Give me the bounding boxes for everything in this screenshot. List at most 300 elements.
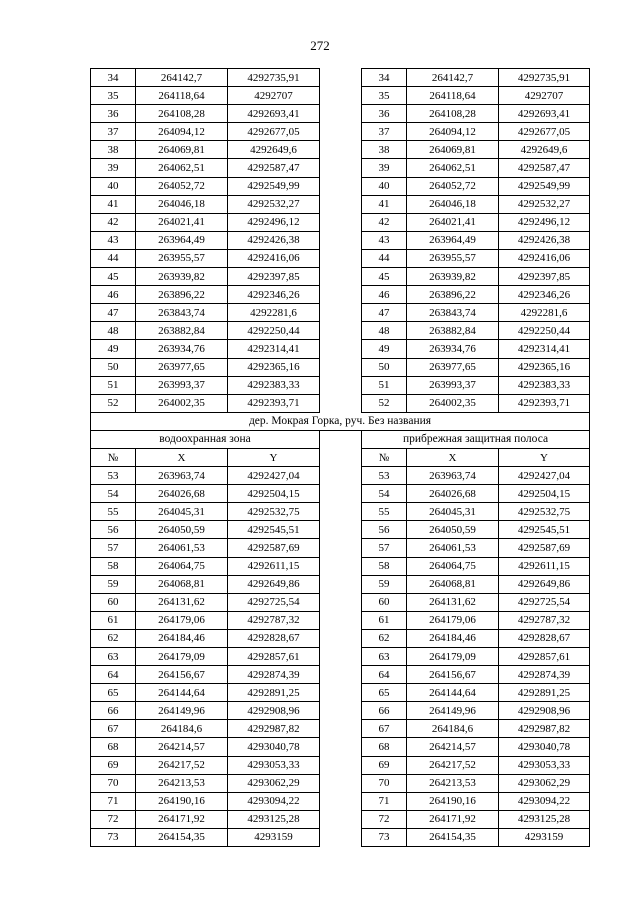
right-y-coordinate: 4292649,6 [499,141,590,159]
left-point-number: 47 [91,304,136,322]
right-y-coordinate: 4292393,71 [499,394,590,412]
right-point-number: 48 [362,322,407,340]
left-x-coordinate: 264061,53 [136,539,228,557]
right-x-coordinate: 264156,67 [407,666,499,684]
left-point-number: 60 [91,593,136,611]
left-x-coordinate: 264131,62 [136,593,228,611]
column-header-row [91,448,590,466]
left-x-coordinate: 263963,74 [136,467,228,485]
column-gap [320,467,362,485]
left-point-number: 55 [91,503,136,521]
left-y-coordinate: 4292365,16 [228,358,320,376]
right-point-number: 67 [362,720,407,738]
left-x-coordinate: 264002,35 [136,394,228,412]
left-y-coordinate: 4292416,06 [228,249,320,267]
right-point-number: 38 [362,141,407,159]
left-point-number: 50 [91,358,136,376]
right-point-number: 36 [362,105,407,123]
table-row [91,720,590,738]
left-y-coordinate: 4292397,85 [228,268,320,286]
left-x-coordinate: 263993,37 [136,376,228,394]
right-point-number: 42 [362,213,407,231]
right-y-coordinate: 4292346,26 [499,286,590,304]
right-y-coordinate: 4292987,82 [499,720,590,738]
right-point-number: 45 [362,268,407,286]
left-y-coordinate: 4292611,15 [228,557,320,575]
table-row [91,231,590,249]
section-title-row [91,412,590,430]
right-x-coordinate: 263882,84 [407,322,499,340]
left-point-number: 36 [91,105,136,123]
left-y-coordinate: 4292346,26 [228,286,320,304]
left-y-coordinate: 4292857,61 [228,648,320,666]
left-point-number: 70 [91,774,136,792]
right-y-coordinate: 4292611,15 [499,557,590,575]
left-x-coordinate: 263896,22 [136,286,228,304]
left-y-coordinate: 4292908,96 [228,702,320,720]
left-y-coordinate: 4292735,91 [228,69,320,87]
left-x-coordinate: 264217,52 [136,756,228,774]
left-x-coordinate: 263964,49 [136,231,228,249]
left-point-number: 48 [91,322,136,340]
table-row [91,159,590,177]
left-y-coordinate: 4292587,47 [228,159,320,177]
left-point-number: 57 [91,539,136,557]
left-x-coordinate: 264154,35 [136,828,228,846]
column-gap [320,69,362,87]
column-gap [320,322,362,340]
left-y-coordinate: 4292787,32 [228,611,320,629]
right-x-coordinate: 264213,53 [407,774,499,792]
column-gap [320,539,362,557]
left-y-coordinate: 4292891,25 [228,684,320,702]
left-point-number: 41 [91,195,136,213]
right-point-number: 70 [362,774,407,792]
left-point-number: 61 [91,611,136,629]
column-gap [320,611,362,629]
right-x-coordinate: 263977,65 [407,358,499,376]
column-gap [320,358,362,376]
table-row [91,177,590,195]
left-y-coordinate: 4292314,41 [228,340,320,358]
right-x-coordinate: 263955,57 [407,249,499,267]
right-y-coordinate: 4293053,33 [499,756,590,774]
left-point-number: 49 [91,340,136,358]
table-row [91,575,590,593]
column-gap [320,448,362,466]
column-gap [320,213,362,231]
right-x-coordinate: 264179,06 [407,611,499,629]
table-row [91,195,590,213]
left-point-number: 43 [91,231,136,249]
right-point-number: 44 [362,249,407,267]
table-row [91,648,590,666]
right-x-coordinate: 264214,57 [407,738,499,756]
right-y-coordinate: 4292857,61 [499,648,590,666]
left-y-coordinate: 4292707 [228,87,320,105]
left-y-coordinate: 4293040,78 [228,738,320,756]
left-point-number: 71 [91,792,136,810]
section-title: дер. Мокрая Горка, руч. Без названия [91,412,590,430]
right-x-coordinate: 264052,72 [407,177,499,195]
coordinates-table [90,68,590,847]
right-point-number: 58 [362,557,407,575]
right-section-title: прибрежная защитная полоса [362,430,590,448]
left-x-coordinate: 264142,7 [136,69,228,87]
right-x-coordinate: 264021,41 [407,213,499,231]
left-y-coordinate: 4292649,6 [228,141,320,159]
column-gap [320,340,362,358]
left-x-coordinate: 264156,67 [136,666,228,684]
table-body-top [91,69,590,413]
table-row [91,756,590,774]
right-x-coordinate: 264190,16 [407,792,499,810]
right-y-coordinate: 4292587,69 [499,539,590,557]
column-gap [320,702,362,720]
column-gap [320,231,362,249]
column-gap [320,557,362,575]
left-x-coordinate: 264021,41 [136,213,228,231]
left-x-coordinate: 264190,16 [136,792,228,810]
table-row [91,539,590,557]
right-x-coordinate: 263964,49 [407,231,499,249]
right-x-coordinate: 264069,81 [407,141,499,159]
left-y-coordinate: 4292677,05 [228,123,320,141]
right-x-coordinate: 264064,75 [407,557,499,575]
left-point-number: 45 [91,268,136,286]
table-row [91,557,590,575]
right-point-number: 39 [362,159,407,177]
column-gap [320,105,362,123]
right-y-coordinate: 4292314,41 [499,340,590,358]
column-gap [320,195,362,213]
right-y-coordinate: 4293040,78 [499,738,590,756]
right-y-coordinate: 4292908,96 [499,702,590,720]
right-x-coordinate: 264184,6 [407,720,499,738]
table-row [91,69,590,87]
column-gap [320,756,362,774]
right-y-coordinate: 4292874,39 [499,666,590,684]
left-point-number: 52 [91,394,136,412]
right-point-number: 52 [362,394,407,412]
header-y-left: Y [228,448,320,466]
right-point-number: 71 [362,792,407,810]
right-point-number: 34 [362,69,407,87]
right-y-coordinate: 4292496,12 [499,213,590,231]
right-x-coordinate: 263934,76 [407,340,499,358]
left-y-coordinate: 4292250,44 [228,322,320,340]
left-point-number: 54 [91,485,136,503]
column-gap [320,268,362,286]
right-point-number: 65 [362,684,407,702]
left-y-coordinate: 4292504,15 [228,485,320,503]
left-point-number: 39 [91,159,136,177]
right-y-coordinate: 4292587,47 [499,159,590,177]
left-x-coordinate: 264179,06 [136,611,228,629]
left-point-number: 59 [91,575,136,593]
right-y-coordinate: 4292649,86 [499,575,590,593]
left-x-coordinate: 264062,51 [136,159,228,177]
right-point-number: 41 [362,195,407,213]
column-gap [320,87,362,105]
table-row [91,666,590,684]
left-y-coordinate: 4292532,27 [228,195,320,213]
left-x-coordinate: 264094,12 [136,123,228,141]
column-gap [320,249,362,267]
right-point-number: 40 [362,177,407,195]
table-row [91,503,590,521]
right-x-coordinate: 263939,82 [407,268,499,286]
left-x-coordinate: 263882,84 [136,322,228,340]
left-y-coordinate: 4292427,04 [228,467,320,485]
column-gap [320,159,362,177]
table-row [91,213,590,231]
left-y-coordinate: 4292725,54 [228,593,320,611]
left-point-number: 67 [91,720,136,738]
left-y-coordinate: 4292987,82 [228,720,320,738]
left-x-coordinate: 263939,82 [136,268,228,286]
left-x-coordinate: 264214,57 [136,738,228,756]
right-x-coordinate: 264050,59 [407,521,499,539]
column-gap [320,792,362,810]
right-x-coordinate: 264144,64 [407,684,499,702]
column-gap [320,593,362,611]
right-y-coordinate: 4292828,67 [499,629,590,647]
column-gap [320,485,362,503]
right-y-coordinate: 4292532,75 [499,503,590,521]
column-gap [320,575,362,593]
left-y-coordinate: 4292587,69 [228,539,320,557]
right-y-coordinate: 4292549,99 [499,177,590,195]
left-x-coordinate: 264184,46 [136,629,228,647]
table-row [91,593,590,611]
left-point-number: 58 [91,557,136,575]
right-y-coordinate: 4292416,06 [499,249,590,267]
right-point-number: 72 [362,810,407,828]
right-x-coordinate: 264062,51 [407,159,499,177]
left-x-coordinate: 264213,53 [136,774,228,792]
header-x-left: X [136,448,228,466]
left-x-coordinate: 264045,31 [136,503,228,521]
right-point-number: 73 [362,828,407,846]
right-x-coordinate: 263896,22 [407,286,499,304]
left-x-coordinate: 264171,92 [136,810,228,828]
left-point-number: 64 [91,666,136,684]
left-y-coordinate: 4292874,39 [228,666,320,684]
header-num-left: № [91,448,136,466]
left-x-coordinate: 263955,57 [136,249,228,267]
left-y-coordinate: 4293053,33 [228,756,320,774]
left-x-coordinate: 264046,18 [136,195,228,213]
table-row [91,467,590,485]
left-y-coordinate: 4292426,38 [228,231,320,249]
right-point-number: 59 [362,575,407,593]
left-point-number: 35 [91,87,136,105]
table-row [91,774,590,792]
right-x-coordinate: 264154,35 [407,828,499,846]
column-gap [320,141,362,159]
left-point-number: 66 [91,702,136,720]
page-number: 272 [310,38,330,53]
right-y-coordinate: 4292397,85 [499,268,590,286]
left-section-title: водоохранная зона [91,430,320,448]
right-x-coordinate: 263993,37 [407,376,499,394]
column-gap [320,774,362,792]
right-y-coordinate: 4292504,15 [499,485,590,503]
right-y-coordinate: 4292532,27 [499,195,590,213]
left-point-number: 62 [91,629,136,647]
left-y-coordinate: 4292532,75 [228,503,320,521]
column-gap [320,430,362,448]
left-point-number: 37 [91,123,136,141]
left-y-coordinate: 4292393,71 [228,394,320,412]
right-y-coordinate: 4292735,91 [499,69,590,87]
table-row [91,87,590,105]
left-x-coordinate: 264118,64 [136,87,228,105]
right-y-coordinate: 4292426,38 [499,231,590,249]
column-gap [320,666,362,684]
column-gap [320,304,362,322]
left-x-coordinate: 264149,96 [136,702,228,720]
header-y-right: Y [499,448,590,466]
right-x-coordinate: 264142,7 [407,69,499,87]
column-gap [320,720,362,738]
right-point-number: 62 [362,629,407,647]
left-point-number: 63 [91,648,136,666]
right-point-number: 46 [362,286,407,304]
table-row [91,249,590,267]
table-row [91,358,590,376]
left-y-coordinate: 4292383,33 [228,376,320,394]
right-x-coordinate: 263963,74 [407,467,499,485]
right-y-coordinate: 4292891,25 [499,684,590,702]
left-x-coordinate: 264068,81 [136,575,228,593]
right-y-coordinate: 4292787,32 [499,611,590,629]
right-x-coordinate: 264026,68 [407,485,499,503]
left-y-coordinate: 4292496,12 [228,213,320,231]
left-point-number: 53 [91,467,136,485]
right-x-coordinate: 264118,64 [407,87,499,105]
right-y-coordinate: 4293125,28 [499,810,590,828]
right-point-number: 61 [362,611,407,629]
right-point-number: 35 [362,87,407,105]
left-x-coordinate: 264064,75 [136,557,228,575]
table-row [91,702,590,720]
column-gap [320,394,362,412]
right-y-coordinate: 4292693,41 [499,105,590,123]
header-x-right: X [407,448,499,466]
right-point-number: 55 [362,503,407,521]
right-point-number: 49 [362,340,407,358]
column-gap [320,810,362,828]
left-y-coordinate: 4293159 [228,828,320,846]
right-point-number: 68 [362,738,407,756]
column-gap [320,738,362,756]
column-gap [320,123,362,141]
table-row [91,322,590,340]
right-x-coordinate: 264002,35 [407,394,499,412]
section-subtitle-row [91,430,590,448]
table-row [91,828,590,846]
table-row [91,521,590,539]
left-point-number: 69 [91,756,136,774]
column-gap [320,286,362,304]
table-row [91,105,590,123]
left-point-number: 42 [91,213,136,231]
right-point-number: 63 [362,648,407,666]
left-point-number: 44 [91,249,136,267]
right-y-coordinate: 4293094,22 [499,792,590,810]
table-row [91,611,590,629]
table-row [91,629,590,647]
column-gap [320,828,362,846]
right-point-number: 56 [362,521,407,539]
column-gap [320,684,362,702]
right-point-number: 66 [362,702,407,720]
right-point-number: 57 [362,539,407,557]
right-x-coordinate: 264061,53 [407,539,499,557]
right-x-coordinate: 264149,96 [407,702,499,720]
right-point-number: 69 [362,756,407,774]
right-point-number: 37 [362,123,407,141]
left-x-coordinate: 264179,09 [136,648,228,666]
left-x-coordinate: 264108,28 [136,105,228,123]
left-y-coordinate: 4292828,67 [228,629,320,647]
right-point-number: 50 [362,358,407,376]
left-x-coordinate: 264184,6 [136,720,228,738]
left-point-number: 72 [91,810,136,828]
table-row [91,738,590,756]
column-gap [320,177,362,195]
left-point-number: 51 [91,376,136,394]
left-point-number: 56 [91,521,136,539]
right-x-coordinate: 264094,12 [407,123,499,141]
left-y-coordinate: 4292545,51 [228,521,320,539]
left-y-coordinate: 4292549,99 [228,177,320,195]
table-row [91,485,590,503]
left-x-coordinate: 263977,65 [136,358,228,376]
right-x-coordinate: 264131,62 [407,593,499,611]
table-row [91,394,590,412]
left-point-number: 38 [91,141,136,159]
left-y-coordinate: 4292281,6 [228,304,320,322]
right-x-coordinate: 264046,18 [407,195,499,213]
left-x-coordinate: 264050,59 [136,521,228,539]
left-point-number: 34 [91,69,136,87]
right-x-coordinate: 264045,31 [407,503,499,521]
right-y-coordinate: 4292383,33 [499,376,590,394]
left-x-coordinate: 264026,68 [136,485,228,503]
left-x-coordinate: 264144,64 [136,684,228,702]
right-x-coordinate: 264068,81 [407,575,499,593]
right-y-coordinate: 4292365,16 [499,358,590,376]
column-gap [320,503,362,521]
right-x-coordinate: 264108,28 [407,105,499,123]
right-x-coordinate: 264171,92 [407,810,499,828]
left-y-coordinate: 4293062,29 [228,774,320,792]
right-point-number: 64 [362,666,407,684]
right-y-coordinate: 4292250,44 [499,322,590,340]
column-gap [320,376,362,394]
header-num-right: № [362,448,407,466]
right-y-coordinate: 4292545,51 [499,521,590,539]
column-gap [320,629,362,647]
table-row [91,123,590,141]
table-row [91,141,590,159]
table-row [91,376,590,394]
right-x-coordinate: 263843,74 [407,304,499,322]
left-y-coordinate: 4293094,22 [228,792,320,810]
